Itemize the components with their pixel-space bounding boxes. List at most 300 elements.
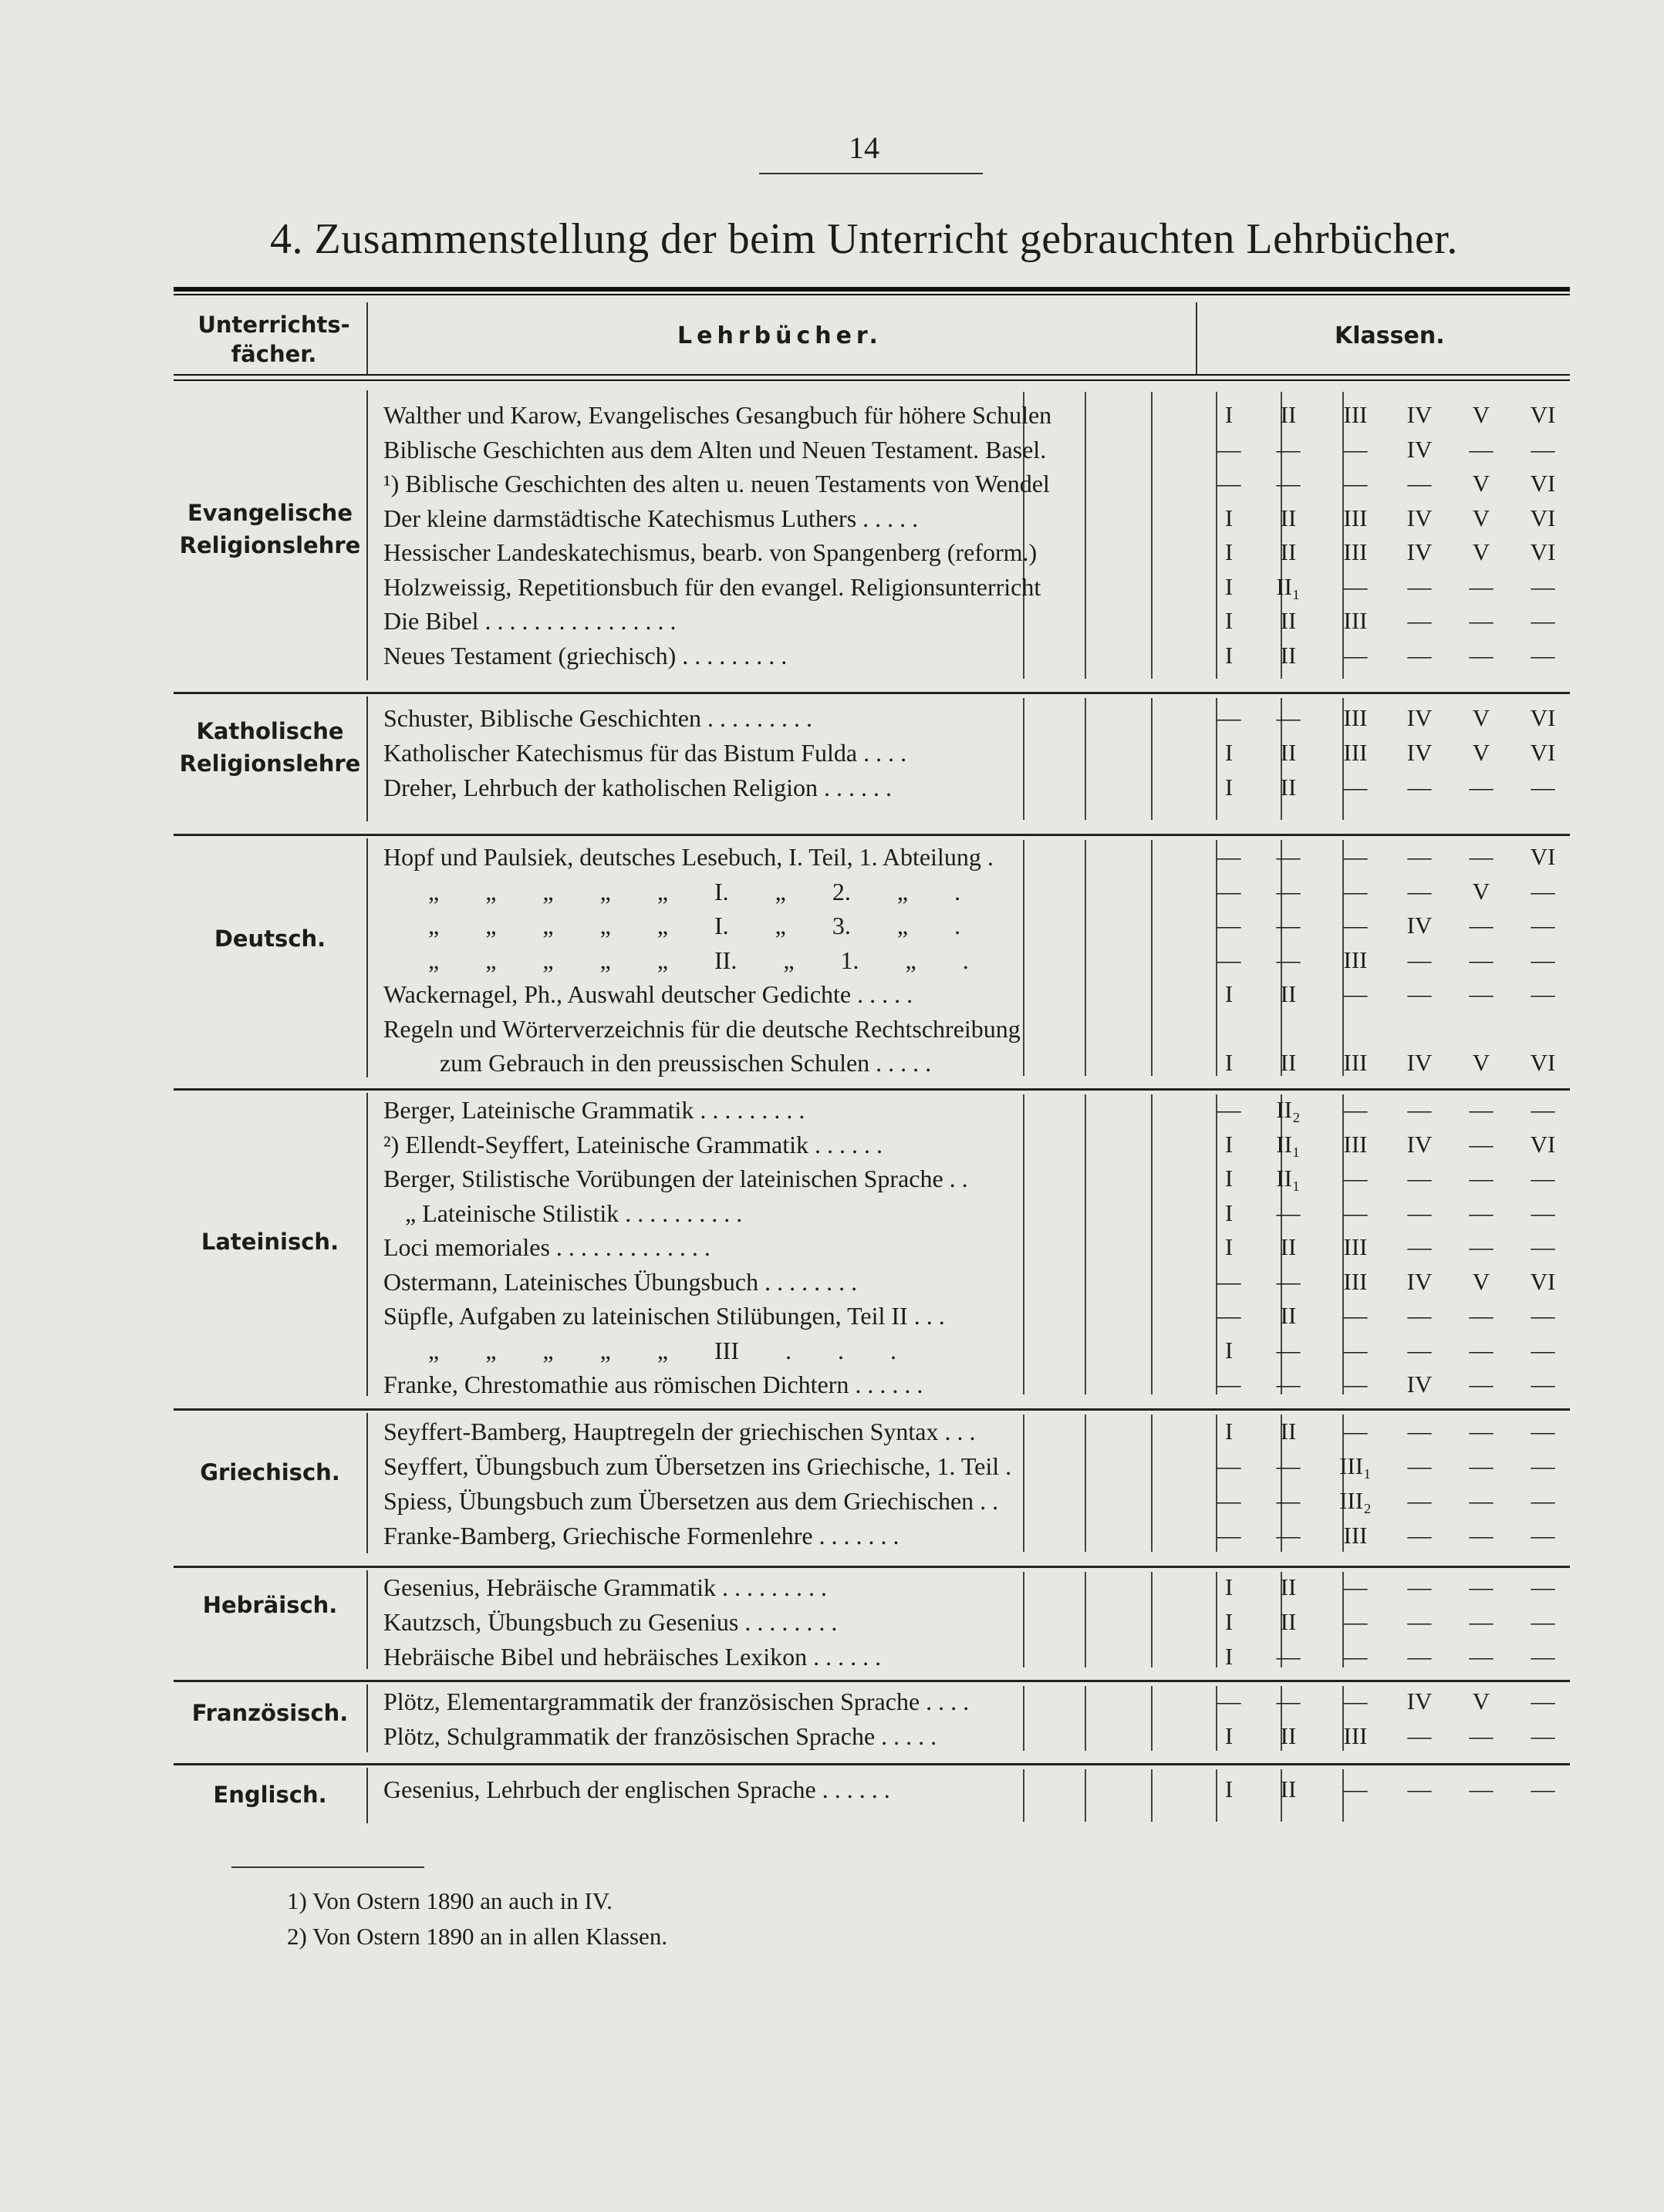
class-cell: I (1224, 1049, 1234, 1076)
page-title: 4. Zusammenstellung der beim Unterricht gebrauchten Lehrbücher. (270, 215, 1458, 263)
class-cell: — (1276, 1199, 1301, 1226)
class-cell: — (1343, 1199, 1368, 1226)
class-cell: I (1224, 1165, 1234, 1192)
class-cell: — (1531, 1418, 1555, 1445)
table-row (174, 501, 1570, 535)
class-cell: — (1217, 435, 1241, 463)
class-cell: II (1280, 504, 1297, 531)
class-cell: III (1343, 1522, 1368, 1549)
header-subjects: Unterrichts-fächer. (197, 312, 350, 367)
book-title: Berger, Stilistische Vorübungen der lateinischen Sprache . . (383, 1165, 968, 1192)
class-cell: — (1276, 470, 1301, 497)
table-row (174, 1684, 1570, 1718)
class-cell: II (1280, 739, 1297, 766)
title-rule-thin (174, 294, 1570, 295)
class-cell: — (1217, 946, 1241, 973)
table-row (174, 604, 1570, 638)
book-title: Neues Testament (griechisch) . . . . . . . . . (383, 641, 788, 669)
book-title: „ „ „ „ „ II. „ 1. „ . (428, 946, 969, 974)
class-cell: III (1343, 1722, 1368, 1749)
class-cell: — (1217, 1267, 1241, 1295)
class-cell: — (1407, 1302, 1432, 1329)
class-cell: — (1531, 641, 1555, 669)
class-cell: II (1280, 1302, 1297, 1329)
class-cell: I (1224, 1130, 1234, 1158)
class-cell: — (1276, 1522, 1301, 1549)
table-row (174, 1162, 1570, 1195)
class-cell: II (1280, 1233, 1297, 1260)
class-cell: I (1224, 401, 1234, 428)
class-cell: — (1276, 877, 1301, 905)
class-cell: II (1280, 774, 1297, 801)
class-cell: — (1343, 1096, 1368, 1123)
class-cell: — (1276, 704, 1301, 731)
class-cell: — (1469, 1302, 1494, 1329)
class-cell: — (1407, 1573, 1432, 1600)
class-cell: — (1531, 912, 1555, 939)
class-cell: III (1343, 704, 1368, 731)
book-title: Die Bibel . . . . . . . . . . . . . . . . (383, 607, 677, 635)
class-cell: — (1217, 1371, 1241, 1398)
class-cell: — (1343, 470, 1368, 497)
class-cell: — (1217, 912, 1241, 939)
class-cell: — (1217, 1452, 1241, 1479)
class-cell: — (1217, 877, 1241, 905)
class-cell: — (1469, 1643, 1494, 1670)
table-row (174, 1230, 1570, 1264)
class-cell: — (1407, 1233, 1432, 1260)
class-cell: — (1531, 1371, 1555, 1398)
class-cell: — (1531, 980, 1555, 1007)
book-title: Franke-Bamberg, Griechische Formenlehre . . . . . . . (383, 1522, 900, 1549)
page-number-rule (759, 173, 983, 174)
class-cell: I (1224, 1199, 1234, 1226)
book-title: Wackernagel, Ph., Auswahl deutscher Gedichte . . . . . (383, 980, 913, 1008)
class-cell: — (1343, 1608, 1368, 1635)
book-title: Berger, Lateinische Grammatik . . . . . . . . . (383, 1096, 805, 1124)
class-cell: — (1469, 641, 1494, 669)
book-title: Spiess, Übungsbuch zum Übersetzen aus dem Griechischen . . (383, 1487, 999, 1515)
table-row (174, 467, 1570, 501)
class-cell: — (1469, 1775, 1494, 1802)
book-title: Süpfle, Aufgaben zu lateinischen Stilübungen, Teil II . . . (383, 1302, 945, 1330)
table-row (174, 1640, 1570, 1674)
book-title: Katholischer Katechismus für das Bistum Fulda . . . . (383, 739, 907, 767)
table-row (174, 1484, 1570, 1518)
class-cell: — (1407, 607, 1432, 634)
subject-label: Griechisch. (200, 1459, 340, 1485)
class-cell: V (1472, 504, 1490, 531)
class-cell: — (1531, 607, 1555, 634)
table-row (174, 875, 1570, 909)
class-cell: V (1472, 1049, 1490, 1076)
book-title: ²) Ellendt-Seyffert, Lateinische Grammatik . . . . . . (383, 1130, 883, 1158)
book-title: Schuster, Biblische Geschichten . . . . . . . . . (383, 704, 812, 732)
class-cell: — (1469, 607, 1494, 634)
table-row (174, 840, 1570, 874)
class-cell: IV (1406, 1130, 1433, 1158)
table-row (174, 398, 1570, 432)
table-row (174, 1415, 1570, 1448)
class-cell: — (1531, 1573, 1555, 1600)
class-cell: I (1224, 538, 1234, 565)
subject-label: Französisch. (191, 1700, 349, 1726)
class-cell: IV (1406, 1371, 1433, 1398)
table-row (174, 1093, 1570, 1127)
class-cell: III (1343, 538, 1368, 565)
class-cell: III (1343, 1049, 1368, 1076)
book-title: Plötz, Schulgrammatik der französischen Sprache . . . . . (383, 1722, 937, 1750)
book-title: Hessischer Landeskatechismus, bearb. von Spangenberg (reform.) (383, 538, 1038, 566)
class-cell: III (1343, 946, 1368, 973)
book-title: Hopf und Paulsiek, deutsches Lesebuch, I. Teil, 1. Abteilung . (383, 843, 994, 871)
book-title: Franke, Chrestomathie aus römischen Dichtern . . . . . . (383, 1371, 923, 1398)
table-row (174, 433, 1570, 467)
class-cell: III₁ (1339, 1452, 1372, 1479)
subject-label: Katholische Religionslehre (179, 718, 361, 777)
class-cell: — (1531, 877, 1555, 905)
book-title: Kautzsch, Übungsbuch zu Gesenius . . . . . . . . (383, 1608, 838, 1636)
class-cell: — (1343, 1302, 1368, 1329)
table-row (174, 1128, 1570, 1162)
class-cell: — (1531, 1688, 1555, 1715)
class-cell: — (1531, 1165, 1555, 1192)
book-title: „ „ „ „ „ I. „ 2. „ . (428, 877, 961, 905)
class-cell: — (1531, 1608, 1555, 1635)
class-cell: III (1343, 1130, 1368, 1158)
class-cell: II (1280, 1418, 1297, 1445)
class-cell: — (1469, 1418, 1494, 1445)
class-cell: — (1276, 912, 1301, 939)
class-cell: — (1276, 1267, 1301, 1295)
class-cell: — (1531, 1096, 1555, 1123)
block-separator (174, 834, 1570, 836)
book-title: Ostermann, Lateinisches Übungsbuch . . . . . . . . (383, 1267, 858, 1296)
class-cell: IV (1406, 739, 1433, 766)
class-cell: — (1531, 435, 1555, 463)
class-cell: — (1217, 470, 1241, 497)
subject-block (174, 1763, 1570, 1825)
class-cell: II₁ (1276, 1165, 1301, 1192)
table-row (174, 943, 1570, 977)
class-cell: — (1343, 774, 1368, 801)
class-cell: — (1469, 1130, 1494, 1158)
class-cell: V (1472, 739, 1490, 766)
class-cell: IV (1406, 504, 1433, 531)
table-row (174, 1265, 1570, 1299)
class-cell: II (1280, 401, 1297, 428)
class-cell: V (1472, 470, 1490, 497)
subject-label: Lateinisch. (201, 1229, 339, 1255)
class-cell: I (1224, 1233, 1234, 1260)
class-cell: — (1531, 774, 1555, 801)
subject-label: Evangelische Religionslehre (179, 500, 361, 558)
table-row (174, 909, 1570, 942)
table-row (174, 1046, 1570, 1080)
class-cell: — (1469, 843, 1494, 870)
class-cell: — (1531, 946, 1555, 973)
class-cell: II (1280, 641, 1297, 669)
class-cell: — (1407, 572, 1432, 600)
table-row (174, 639, 1570, 673)
class-cell: — (1217, 1688, 1241, 1715)
class-cell: — (1469, 1165, 1494, 1192)
class-cell: — (1407, 1643, 1432, 1670)
class-cell: IV (1406, 912, 1433, 939)
class-cell: VI (1530, 470, 1556, 497)
table-row (174, 701, 1570, 735)
class-cell: — (1531, 1522, 1555, 1549)
subject-block (174, 1408, 1570, 1555)
class-cell: VI (1530, 1267, 1556, 1295)
class-cell: — (1276, 1452, 1301, 1479)
book-title: Loci memoriales . . . . . . . . . . . . . (383, 1233, 710, 1261)
table-row (174, 1519, 1570, 1553)
header-rule-double (174, 379, 1570, 381)
class-cell: — (1531, 1452, 1555, 1479)
table-row (174, 1299, 1570, 1333)
book-title: Hebräische Bibel und hebräisches Lexikon . . . . . . (383, 1643, 882, 1671)
table-row (174, 1334, 1570, 1367)
table-row (174, 736, 1570, 770)
class-cell: — (1407, 1418, 1432, 1445)
class-cell: VI (1530, 704, 1556, 731)
book-title: „ „ „ „ „ III . . . (428, 1336, 896, 1364)
class-cell: — (1469, 774, 1494, 801)
class-cell: — (1469, 1336, 1494, 1364)
class-cell: II₁ (1276, 1130, 1301, 1158)
block-separator (174, 1408, 1570, 1411)
class-cell: — (1276, 1487, 1301, 1514)
class-cell: II (1280, 1573, 1297, 1600)
class-cell: — (1469, 1487, 1494, 1514)
book-title: Gesenius, Hebräische Grammatik . . . . . . . . . (383, 1573, 827, 1601)
class-cell: — (1469, 1233, 1494, 1260)
subject-block (174, 834, 1570, 1079)
class-cell: — (1531, 1722, 1555, 1749)
class-cell: V (1472, 877, 1490, 905)
class-cell: III₂ (1339, 1487, 1372, 1514)
class-cell: III (1343, 504, 1368, 531)
class-cell: — (1407, 1452, 1432, 1479)
class-cell: VI (1530, 538, 1556, 565)
class-cell: — (1343, 843, 1368, 870)
class-cell: II (1280, 980, 1297, 1007)
class-cell: — (1343, 641, 1368, 669)
block-separator (174, 692, 1570, 694)
class-cell: — (1407, 1336, 1432, 1364)
class-cell: — (1407, 1722, 1432, 1749)
class-cell: II (1280, 1608, 1297, 1635)
class-cell: — (1217, 843, 1241, 870)
class-cell: III (1343, 607, 1368, 634)
table-row (174, 1367, 1570, 1401)
class-cell: I (1224, 572, 1234, 600)
header-classes: Klassen. (1335, 322, 1445, 349)
table-row (174, 1605, 1570, 1639)
class-cell: — (1469, 980, 1494, 1007)
table-row (174, 977, 1570, 1011)
class-cell: I (1224, 504, 1234, 531)
class-cell: VI (1530, 739, 1556, 766)
class-cell: III (1343, 739, 1368, 766)
block-separator (174, 1088, 1570, 1091)
block-separator (174, 1680, 1570, 1682)
book-title: „ Lateinische Stilistik . . . . . . . . . . (405, 1199, 743, 1227)
book-title: Regeln und Wörterverzeichnis für die deutsche Rechtschreibung (383, 1014, 1021, 1043)
class-cell: — (1469, 1199, 1494, 1226)
class-cell: I (1224, 980, 1234, 1007)
class-cell: VI (1530, 1049, 1556, 1076)
class-cell: — (1531, 1233, 1555, 1260)
class-cell: — (1276, 1336, 1301, 1364)
class-cell: I (1224, 1573, 1234, 1600)
class-cell: — (1469, 1608, 1494, 1635)
class-cell: — (1343, 912, 1368, 939)
book-title: Walther und Karow, Evangelisches Gesangbuch für höhere Schulen (383, 401, 1052, 429)
class-cell: — (1407, 946, 1432, 973)
class-cell: I (1224, 1336, 1234, 1364)
class-cell: — (1343, 435, 1368, 463)
class-cell: II₁ (1276, 572, 1301, 600)
class-cell: — (1531, 572, 1555, 600)
class-cell: — (1276, 1643, 1301, 1670)
book-title: Holzweissig, Repetitionsbuch für den evangel. Religionsunterricht (383, 572, 1041, 601)
class-cell: — (1407, 1199, 1432, 1226)
class-cell: II (1280, 1722, 1297, 1749)
book-title: Seyffert-Bamberg, Hauptregeln der griechischen Syntax . . . (383, 1418, 976, 1445)
class-cell: — (1407, 1608, 1432, 1635)
class-cell: — (1343, 877, 1368, 905)
table-row (174, 535, 1570, 569)
class-cell: — (1276, 843, 1301, 870)
class-cell: — (1343, 1775, 1368, 1802)
class-cell: V (1472, 1688, 1490, 1715)
class-cell: — (1407, 980, 1432, 1007)
class-cell: — (1217, 1487, 1241, 1514)
subject-block (174, 1088, 1570, 1398)
class-cell: I (1224, 641, 1234, 669)
class-cell: — (1531, 1302, 1555, 1329)
class-cell: II (1280, 538, 1297, 565)
table-row (174, 570, 1570, 604)
block-separator (174, 1763, 1570, 1765)
subject-block (174, 1680, 1570, 1754)
class-cell: — (1407, 877, 1432, 905)
class-cell: II₂ (1276, 1096, 1301, 1123)
class-cell: — (1407, 1096, 1432, 1123)
class-cell: — (1343, 1688, 1368, 1715)
class-cell: — (1343, 1418, 1368, 1445)
class-cell: — (1217, 1522, 1241, 1549)
class-cell: — (1531, 1199, 1555, 1226)
class-cell: II (1280, 607, 1297, 634)
class-cell: V (1472, 401, 1490, 428)
table-row (174, 770, 1570, 804)
class-cell: — (1217, 1302, 1241, 1329)
book-title: Plötz, Elementargrammatik der französischen Sprache . . . . (383, 1688, 970, 1715)
class-cell: VI (1530, 504, 1556, 531)
class-cell: — (1343, 1336, 1368, 1364)
class-cell: I (1224, 1643, 1234, 1670)
class-cell: IV (1406, 1688, 1433, 1715)
book-title: Dreher, Lehrbuch der katholischen Religion . . . . . . (383, 774, 892, 801)
header-rule (174, 374, 1570, 376)
class-cell: IV (1406, 435, 1433, 463)
class-cell: I (1224, 1722, 1234, 1749)
class-cell: I (1224, 607, 1234, 634)
class-cell: — (1469, 946, 1494, 973)
footnote-1: 1) Von Ostern 1890 an auch in IV. (287, 1887, 613, 1914)
page-number: 14 (849, 130, 879, 165)
class-cell: — (1469, 1452, 1494, 1479)
class-cell: III (1343, 401, 1368, 428)
class-cell: — (1469, 1096, 1494, 1123)
class-cell: — (1469, 1722, 1494, 1749)
class-cell: I (1224, 1608, 1234, 1635)
table-row (174, 1449, 1570, 1483)
class-cell: I (1224, 739, 1234, 766)
subject-label: Hebräisch. (202, 1592, 338, 1618)
class-cell: — (1343, 1643, 1368, 1670)
book-title: zum Gebrauch in den preussischen Schulen . . . . . (440, 1049, 932, 1077)
subject-label: Englisch. (213, 1782, 327, 1808)
class-cell: — (1469, 1573, 1494, 1600)
class-cell: — (1407, 1165, 1432, 1192)
book-title: ¹) Biblische Geschichten des alten u. neuen Testaments von Wendel (383, 470, 1050, 497)
class-cell: — (1276, 1371, 1301, 1398)
class-cell: — (1531, 1487, 1555, 1514)
class-cell: V (1472, 704, 1490, 731)
header-books: Lehrbücher. (677, 322, 883, 349)
class-cell: — (1469, 912, 1494, 939)
book-title: Biblische Geschichten aus dem Alten und Neuen Testament. Basel. (383, 435, 1047, 464)
class-cell: I (1224, 774, 1234, 801)
class-cell: V (1472, 538, 1490, 565)
class-cell: — (1276, 435, 1301, 463)
class-cell: — (1217, 704, 1241, 731)
class-cell: — (1217, 1096, 1241, 1123)
class-cell: — (1469, 435, 1494, 463)
class-cell: IV (1406, 1267, 1433, 1295)
class-cell: — (1407, 774, 1432, 801)
subject-block (174, 692, 1570, 823)
table-row (174, 1570, 1570, 1604)
class-cell: — (1531, 1643, 1555, 1670)
header-divider-right (1196, 302, 1197, 374)
class-cell: II (1280, 1775, 1297, 1802)
book-title: Gesenius, Lehrbuch der englischen Sprache . . . . . . (383, 1775, 890, 1803)
class-cell: — (1469, 572, 1494, 600)
book-title: Der kleine darmstädtische Katechismus Luthers . . . . . (383, 504, 919, 532)
class-cell: IV (1406, 538, 1433, 565)
class-cell: III (1343, 1233, 1368, 1260)
table-row (174, 1719, 1570, 1753)
class-cell: — (1407, 470, 1432, 497)
title-rule (174, 287, 1570, 292)
book-title: Seyffert, Übungsbuch zum Übersetzen ins Griechische, 1. Teil . (383, 1452, 1012, 1480)
table-row (174, 1772, 1570, 1806)
footnote-2: 2) Von Ostern 1890 an in allen Klassen. (287, 1923, 668, 1950)
class-cell: — (1343, 572, 1368, 600)
class-cell: — (1276, 1688, 1301, 1715)
footnote-rule (231, 1866, 424, 1868)
class-cell: III (1343, 1267, 1368, 1295)
class-cell: IV (1406, 1049, 1433, 1076)
class-cell: — (1469, 1371, 1494, 1398)
class-cell: — (1469, 1522, 1494, 1549)
class-cell: I (1224, 1775, 1234, 1802)
